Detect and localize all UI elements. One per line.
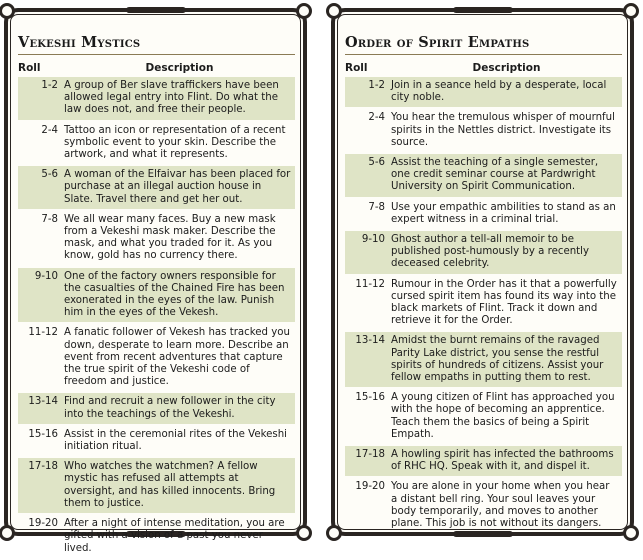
table-row: [345, 109, 622, 152]
table-row: [345, 231, 622, 274]
table-row: [18, 268, 295, 323]
table-header: [345, 59, 622, 77]
roll-range: 11-12: [28, 327, 58, 339]
roll-range: 7-8: [41, 213, 58, 225]
table-row: [18, 77, 295, 120]
roll-range: 19-20: [355, 481, 385, 493]
roll-range: 2-4: [368, 112, 385, 124]
row-description: One of the factory owners responsible for the casualties of the Chained Fire has been exonerated in the eyes of the law. Punish him in the eyes of the Vekesh.: [64, 270, 285, 319]
row-description: A woman of the Elfaivar has been placed for purchase at an illegal auction house in Slate. Travel there and get her out.: [64, 169, 291, 205]
card-title: Vekeshi Mystics: [18, 34, 295, 55]
table-row: [345, 389, 622, 444]
corner-ornament: [326, 525, 342, 541]
corner-ornament: [296, 525, 312, 541]
roll-range: 5-6: [41, 169, 58, 181]
roll-range: 19-20: [28, 518, 58, 530]
roll-column-header: Roll: [345, 62, 368, 74]
roll-range: 17-18: [28, 461, 58, 473]
roll-range: 11-12: [355, 278, 385, 290]
table-row: [18, 211, 295, 266]
row-description: Assist in the ceremonial rites of the Vekeshi initiation ritual.: [64, 428, 287, 453]
corner-ornament: [623, 3, 639, 19]
table-row: [18, 458, 295, 513]
table-body: [18, 77, 295, 558]
corner-ornament: [326, 3, 342, 19]
row-description: A howling spirit has infected the bathrooms of RHC HQ. Speak with it, and dispel it.: [391, 449, 614, 473]
table-row: [345, 332, 622, 387]
table-row: [345, 199, 622, 229]
description-column-header: Description: [472, 62, 541, 74]
table-row: [345, 276, 622, 331]
row-description: Tattoo an icon or representation of a recent symbolic event to your skin. Describe the artwork, and what it represents.: [64, 124, 286, 161]
frame-notch: [126, 7, 186, 13]
row-description: Find and recruit a new follower in the city into the teachings of the Vekeshi.: [64, 396, 276, 420]
row-description: Amidst the burnt remains of the ravaged Parity Lake district, you sense the restful spirits of hundreds of citizens. Assist your fellow empaths in putting them to rest.: [391, 335, 604, 384]
table-row: [345, 77, 622, 107]
description-column-header: Description: [145, 62, 214, 74]
vekeshi-mystics-card: [4, 8, 307, 554]
table-body: [345, 77, 622, 533]
row-description: A fanatic follower of Vekesh has tracked you down, desperate to learn more. Describe an event from recent adventures that capture the true spirit of the Vekeshi code of freedom and justice.: [64, 327, 290, 388]
corner-ornament: [296, 3, 312, 19]
roll-range: 7-8: [368, 201, 385, 213]
table-row: [18, 122, 295, 165]
row-description: Assist the teaching of a single semester, one credit seminar course at Pardwright University on Spirit Communication.: [391, 157, 599, 193]
spirit-empaths-card: [331, 8, 634, 536]
row-description: We all wear many faces. Buy a new mask from a Vekeshi mask maker. Describe the mask, and what you traded for it. As you know, gold has no currency there.: [64, 213, 276, 262]
row-description: Who watches the watchmen? A fellow mystic has refused all attempts at oversight, and has killed innocents. Bring them to justice.: [64, 461, 276, 509]
corner-ornament: [0, 525, 15, 541]
roll-column-header: Roll: [18, 62, 41, 74]
table-row: [18, 324, 295, 391]
row-description: Rumour in the Order has it that a powerfully cursed spirit item has found its way into the black markets of Flint. Track it down and retrieve it for the Order.: [391, 278, 617, 327]
table-row: [18, 426, 295, 456]
roll-range: 2-4: [41, 124, 58, 136]
roll-range: 15-16: [28, 428, 58, 440]
corner-ornament: [623, 525, 639, 541]
roll-range: 1-2: [368, 80, 385, 91]
row-description: A group of Ber slave traffickers have been allowed legal entry into Flint. Do what the law does not, and free their people.: [64, 80, 279, 116]
roll-range: 1-2: [41, 80, 58, 91]
table-row: [345, 154, 622, 197]
roll-range: 5-6: [368, 157, 385, 169]
table-header: [18, 59, 295, 77]
roll-range: 13-14: [355, 335, 385, 347]
row-description: After a night of intense meditation, you are gifted with a vision of a past you never lived.: [64, 518, 285, 554]
card-title: Order of Spirit Empaths: [345, 34, 622, 55]
roll-range: 9-10: [34, 270, 58, 282]
roll-range: 13-14: [28, 396, 58, 408]
row-description: A young citizen of Flint has approached you with the hope of becoming an apprentice. Teach them the basics of being a Spirit Empath.: [391, 392, 615, 440]
corner-ornament: [0, 3, 15, 19]
row-description: Ghost author a tell-all memoir to be published post-humously by a recently deceased celebrity.: [391, 234, 590, 270]
roll-range: 9-10: [361, 234, 385, 246]
table-row: [345, 478, 622, 533]
row-description: Join in a seance held by a desperate, local city noble.: [391, 80, 607, 104]
roll-range: 15-16: [355, 392, 385, 404]
table-row: [18, 166, 295, 209]
frame-notch: [453, 7, 513, 13]
table-row: [18, 393, 295, 423]
row-description: You are alone in your home when you hear a distant bell ring. Your soul leaves your body temporarily, and moves to another plane. This job is not without its dangers.: [391, 481, 610, 530]
table-row: [345, 446, 622, 476]
roll-range: 17-18: [355, 449, 385, 461]
table-row: [18, 515, 295, 558]
row-description: Use your empathic ambilities to stand as an expert witness in a criminal trial.: [391, 201, 616, 225]
row-description: You hear the tremulous whisper of mournful spirits in the Nettles district. Investigate its source.: [391, 112, 615, 148]
